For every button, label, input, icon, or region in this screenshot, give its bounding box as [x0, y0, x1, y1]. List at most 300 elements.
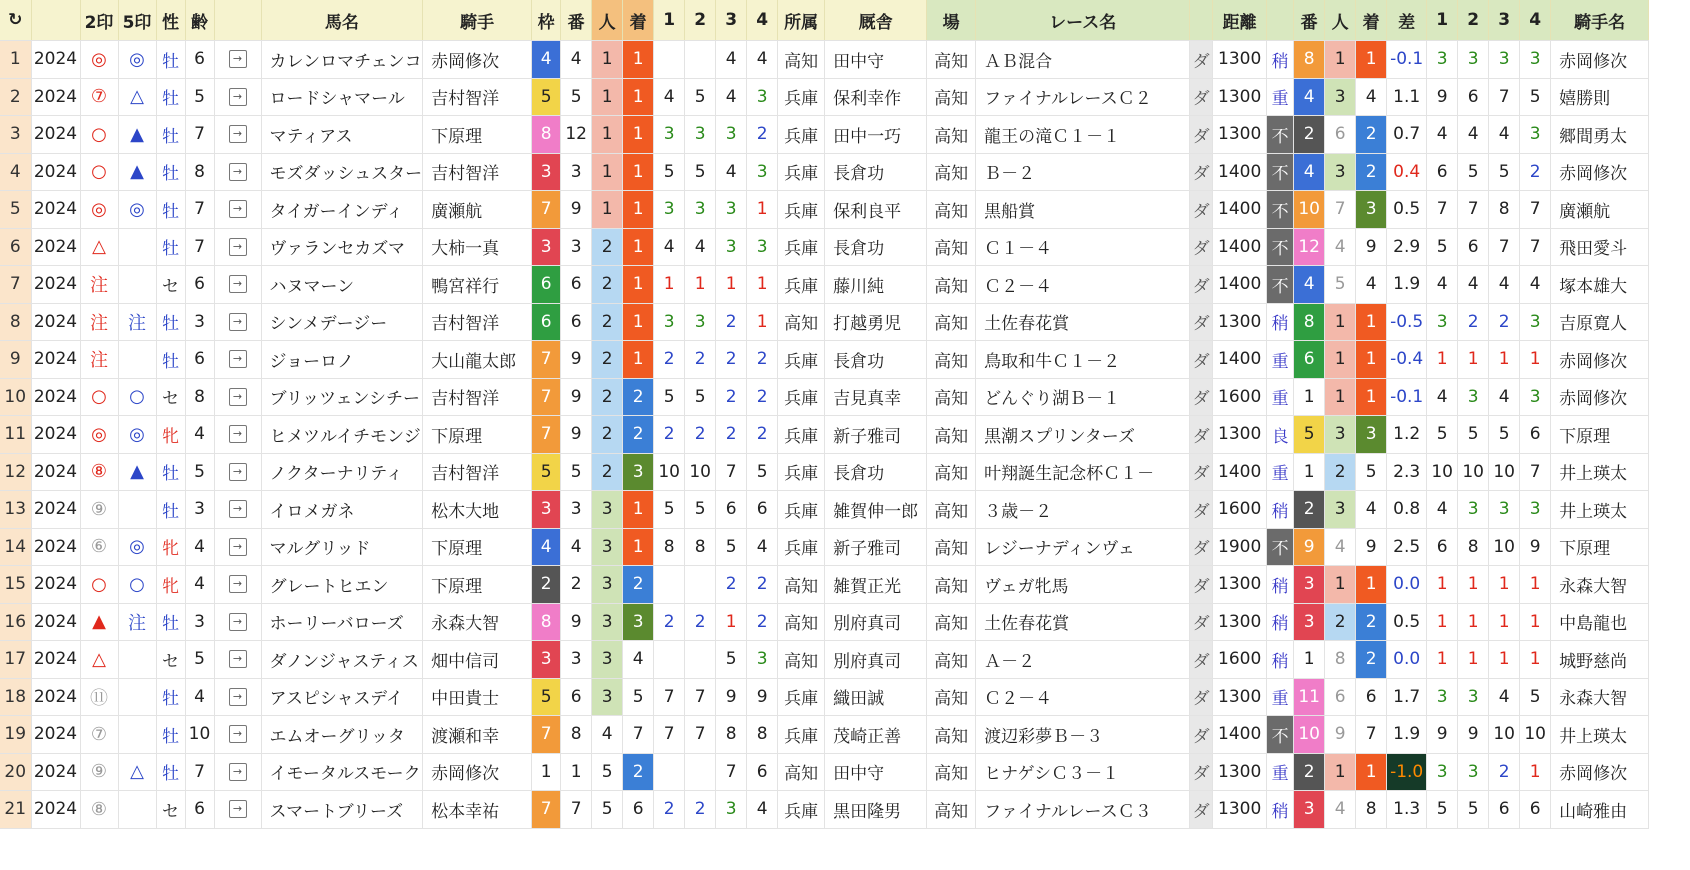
open-link-icon[interactable]: →: [229, 238, 247, 256]
col-horse[interactable]: 馬名: [261, 0, 423, 41]
corner2-cell: 2: [685, 791, 716, 829]
link-cell[interactable]: [214, 491, 261, 529]
ninki-cell: 2: [592, 303, 623, 341]
corner3-cell: 2: [716, 416, 747, 454]
open-link-icon[interactable]: →: [229, 763, 247, 781]
link-cell[interactable]: [214, 566, 261, 604]
col-p2[interactable]: 2: [1458, 0, 1489, 41]
place-cell: 高知: [927, 791, 976, 829]
table-row[interactable]: [0, 716, 1649, 754]
distance-cell: 1300: [1213, 116, 1267, 154]
open-link-icon[interactable]: →: [229, 538, 247, 556]
race-name-cell[interactable]: ファイナルレースＣ２: [976, 78, 1190, 116]
affiliation-cell: 兵庫: [778, 78, 825, 116]
open-link-icon[interactable]: →: [229, 50, 247, 68]
race-name-cell[interactable]: 黒潮スプリンターズ: [976, 416, 1190, 454]
place-cell: 高知: [927, 116, 976, 154]
col-dist[interactable]: 距離: [1213, 0, 1267, 41]
ban-cell: 3: [561, 153, 592, 191]
horse-name-cell[interactable]: マティアス: [261, 116, 423, 154]
refresh-icon[interactable]: ↻: [0, 0, 31, 41]
corner1-cell: 2: [654, 603, 685, 641]
corner3-cell: 2: [716, 341, 747, 379]
link-cell[interactable]: [214, 228, 261, 266]
affiliation-cell: 高知: [778, 303, 825, 341]
open-link-icon[interactable]: →: [229, 88, 247, 106]
table-row[interactable]: [0, 416, 1649, 454]
link-cell[interactable]: [214, 341, 261, 379]
corner1-cell: 2: [654, 791, 685, 829]
table-row[interactable]: [0, 791, 1649, 829]
col-c1[interactable]: 1: [654, 0, 685, 41]
past-ninki-cell: 3: [1325, 78, 1356, 116]
condition-cell: 重: [1267, 753, 1294, 791]
open-link-icon[interactable]: →: [229, 613, 247, 631]
pass3-cell: 3: [1489, 491, 1520, 529]
distance-cell: 1300: [1213, 566, 1267, 604]
col-race[interactable]: レース名: [976, 0, 1190, 41]
waku-cell: 7: [532, 416, 561, 454]
affiliation-cell: 兵庫: [778, 191, 825, 229]
horse-name-cell[interactable]: タイガーインディ: [261, 191, 423, 229]
trainer-cell: 藤川純: [825, 266, 927, 304]
past-jockey-cell: 永森大智: [1551, 678, 1649, 716]
row-number: 10: [0, 378, 31, 416]
col-chaku2[interactable]: 着: [1356, 0, 1387, 41]
jockey-cell[interactable]: 赤岡修次: [423, 41, 532, 79]
sex-cell: 牡: [156, 78, 185, 116]
ninki-cell: 4: [592, 716, 623, 754]
mark5-cell: ◎: [118, 191, 156, 229]
past-jockey-cell: 赤岡修次: [1551, 41, 1649, 79]
past-jockey-cell: 中島龍也: [1551, 603, 1649, 641]
table-row[interactable]: [0, 753, 1649, 791]
affiliation-cell: 高知: [778, 603, 825, 641]
col-mark5[interactable]: 5印: [118, 0, 156, 41]
past-ninki-cell: 2: [1325, 603, 1356, 641]
row-number: 3: [0, 116, 31, 154]
table-row[interactable]: [0, 641, 1649, 679]
place-cell: 高知: [927, 491, 976, 529]
surface-cell: ダ: [1190, 191, 1213, 229]
pass4-cell: 1: [1520, 603, 1551, 641]
ninki-cell: 3: [592, 491, 623, 529]
race-name-cell[interactable]: Ｃ１－４: [976, 228, 1190, 266]
place-cell: 高知: [927, 603, 976, 641]
col-ban2[interactable]: 番: [1294, 0, 1325, 41]
surface-cell: ダ: [1190, 41, 1213, 79]
table-row[interactable]: [0, 378, 1649, 416]
distance-cell: 1600: [1213, 378, 1267, 416]
horse-name-cell[interactable]: イロメガネ: [261, 491, 423, 529]
link-cell[interactable]: [214, 266, 261, 304]
open-link-icon[interactable]: →: [229, 125, 247, 143]
jockey-cell[interactable]: 渡瀬和幸: [423, 716, 532, 754]
age-cell: 7: [185, 753, 214, 791]
open-link-icon[interactable]: →: [229, 313, 247, 331]
col-trainer[interactable]: 厩舎: [825, 0, 927, 41]
link-cell[interactable]: [214, 153, 261, 191]
affiliation-cell: 高知: [778, 41, 825, 79]
corner1-cell: [654, 566, 685, 604]
sex-cell: 牡: [156, 303, 185, 341]
trainer-cell: 長倉功: [825, 153, 927, 191]
condition-cell: 重: [1267, 341, 1294, 379]
col-ban[interactable]: 番: [561, 0, 592, 41]
col-cond: [1267, 0, 1294, 41]
race-name-cell[interactable]: 土佐春花賞: [976, 603, 1190, 641]
race-name-cell[interactable]: Ａ－２: [976, 641, 1190, 679]
mark2-cell: ◎: [80, 191, 118, 229]
jockey-cell[interactable]: 松本幸祐: [423, 791, 532, 829]
open-link-icon[interactable]: →: [229, 275, 247, 293]
table-row[interactable]: [0, 191, 1649, 229]
distance-cell: 1300: [1213, 603, 1267, 641]
horse-name-cell[interactable]: シンメデージー: [261, 303, 423, 341]
horse-name-cell[interactable]: ダノンジャスティス: [261, 641, 423, 679]
col-mark2[interactable]: 2印: [80, 0, 118, 41]
col-p3[interactable]: 3: [1489, 0, 1520, 41]
jockey-cell[interactable]: 下原理: [423, 566, 532, 604]
link-cell[interactable]: [214, 641, 261, 679]
jockey-cell[interactable]: 下原理: [423, 416, 532, 454]
pass3-cell: 3: [1489, 41, 1520, 79]
corner4-cell: 3: [747, 153, 778, 191]
past-ban-cell: 4: [1294, 78, 1325, 116]
corner2-cell: 4: [685, 228, 716, 266]
corner4-cell: 2: [747, 416, 778, 454]
jockey-cell[interactable]: 吉村智洋: [423, 78, 532, 116]
ban-cell: 7: [561, 791, 592, 829]
distance-cell: 1300: [1213, 753, 1267, 791]
table-row[interactable]: [0, 303, 1649, 341]
ban-cell: 3: [561, 491, 592, 529]
row-number: 12: [0, 453, 31, 491]
mark5-cell: ◎: [118, 41, 156, 79]
year-cell: 2024: [31, 228, 80, 266]
table-row[interactable]: [0, 566, 1649, 604]
diff-cell: 0.5: [1387, 191, 1427, 229]
jockey-cell[interactable]: 下原理: [423, 528, 532, 566]
horse-name-cell[interactable]: マルグリッド: [261, 528, 423, 566]
year-cell: 2024: [31, 341, 80, 379]
ban-cell: 8: [561, 716, 592, 754]
link-cell[interactable]: [214, 78, 261, 116]
open-link-icon[interactable]: →: [229, 200, 247, 218]
sex-cell: 牡: [156, 603, 185, 641]
col-p4[interactable]: 4: [1520, 0, 1551, 41]
mark5-cell: △: [118, 78, 156, 116]
jockey-cell[interactable]: 大山龍太郎: [423, 341, 532, 379]
jockey-cell[interactable]: 赤岡修次: [423, 753, 532, 791]
diff-cell: 0.7: [1387, 116, 1427, 154]
pass1-cell: 1: [1427, 641, 1458, 679]
horse-name-cell[interactable]: イモータルスモーク: [261, 753, 423, 791]
horse-name-cell[interactable]: ロードシャマール: [261, 78, 423, 116]
race-name-cell[interactable]: Ｃ２－４: [976, 678, 1190, 716]
waku-cell: 6: [532, 303, 561, 341]
age-cell: 8: [185, 153, 214, 191]
corner3-cell: 2: [716, 566, 747, 604]
pass2-cell: 3: [1458, 491, 1489, 529]
chaku-cell: 1: [623, 303, 654, 341]
horse-name-cell[interactable]: ハヌマーン: [261, 266, 423, 304]
surface-cell: ダ: [1190, 641, 1213, 679]
past-jockey-cell: 井上瑛太: [1551, 491, 1649, 529]
jockey-cell[interactable]: 廣瀬航: [423, 191, 532, 229]
race-name-cell[interactable]: ＡＢ混合: [976, 41, 1190, 79]
affiliation-cell: 兵庫: [778, 716, 825, 754]
race-name-cell[interactable]: Ｃ２－４: [976, 266, 1190, 304]
corner2-cell: 5: [685, 153, 716, 191]
jockey-cell[interactable]: 中田貴士: [423, 678, 532, 716]
pass3-cell: 2: [1489, 303, 1520, 341]
affiliation-cell: 兵庫: [778, 453, 825, 491]
jockey-cell[interactable]: 大柿一真: [423, 228, 532, 266]
open-link-icon[interactable]: →: [229, 425, 247, 443]
table-row[interactable]: [0, 41, 1649, 79]
mark2-cell: ⑥: [80, 528, 118, 566]
place-cell: 高知: [927, 453, 976, 491]
past-ban-cell: 1: [1294, 378, 1325, 416]
open-link-icon[interactable]: →: [229, 163, 247, 181]
link-cell[interactable]: [214, 753, 261, 791]
race-name-cell[interactable]: Ｂ－２: [976, 153, 1190, 191]
race-name-cell[interactable]: レジーナディンヴェ: [976, 528, 1190, 566]
link-cell[interactable]: [214, 116, 261, 154]
place-cell: 高知: [927, 191, 976, 229]
mark5-cell: ▲: [118, 153, 156, 191]
condition-cell: 不: [1267, 228, 1294, 266]
trainer-cell: 新子雅司: [825, 416, 927, 454]
jockey-cell[interactable]: 吉村智洋: [423, 378, 532, 416]
diff-cell: -0.4: [1387, 341, 1427, 379]
col-age[interactable]: 齢: [185, 0, 214, 41]
table-row[interactable]: [0, 266, 1649, 304]
horse-name-cell[interactable]: ブリッツェンシチー: [261, 378, 423, 416]
past-jockey-cell: 嬉勝則: [1551, 78, 1649, 116]
col-c4[interactable]: 4: [747, 0, 778, 41]
col-c2[interactable]: 2: [685, 0, 716, 41]
condition-cell: 稍: [1267, 603, 1294, 641]
open-link-icon[interactable]: →: [229, 463, 247, 481]
mark5-cell: [118, 491, 156, 529]
ninki-cell: 2: [592, 266, 623, 304]
past-chaku-cell: 4: [1356, 266, 1387, 304]
race-name-cell[interactable]: 黒船賞: [976, 191, 1190, 229]
corner3-cell: 1: [716, 266, 747, 304]
jockey-cell[interactable]: 松木大地: [423, 491, 532, 529]
race-name-cell[interactable]: 龍王の滝Ｃ１－１: [976, 116, 1190, 154]
open-link-icon[interactable]: →: [229, 800, 247, 818]
trainer-cell: 田中守: [825, 41, 927, 79]
race-name-cell[interactable]: 渡辺彩夢Ｂ－３: [976, 716, 1190, 754]
horse-name-cell[interactable]: ヴァランセカズマ: [261, 228, 423, 266]
race-name-cell[interactable]: ３歳－２: [976, 491, 1190, 529]
mark2-cell: 注: [80, 341, 118, 379]
col-jockey[interactable]: 騎手: [423, 0, 532, 41]
sex-cell: 牡: [156, 753, 185, 791]
col-place[interactable]: 場: [927, 0, 976, 41]
link-cell[interactable]: [214, 791, 261, 829]
chaku-cell: 1: [623, 491, 654, 529]
pass4-cell: 3: [1520, 491, 1551, 529]
trainer-cell: 打越勇児: [825, 303, 927, 341]
open-link-icon[interactable]: →: [229, 350, 247, 368]
surface-cell: ダ: [1190, 453, 1213, 491]
table-row[interactable]: [0, 78, 1649, 116]
link-cell[interactable]: [214, 453, 261, 491]
place-cell: 高知: [927, 678, 976, 716]
open-link-icon[interactable]: →: [229, 650, 247, 668]
link-cell[interactable]: [214, 41, 261, 79]
corner4-cell: 4: [747, 41, 778, 79]
mark5-cell: ▲: [118, 453, 156, 491]
col-ninki2[interactable]: 人: [1325, 0, 1356, 41]
ninki-cell: 1: [592, 41, 623, 79]
horse-name-cell[interactable]: エムオーグリッタ: [261, 716, 423, 754]
table-row[interactable]: [0, 453, 1649, 491]
table-row[interactable]: [0, 116, 1649, 154]
horse-name-cell[interactable]: カレンロマチェンコ: [261, 41, 423, 79]
mark5-cell: ○: [118, 566, 156, 604]
link-cell[interactable]: [214, 191, 261, 229]
open-link-icon[interactable]: →: [229, 725, 247, 743]
diff-cell: 2.3: [1387, 453, 1427, 491]
col-waku[interactable]: 枠: [532, 0, 561, 41]
table-row[interactable]: [0, 341, 1649, 379]
waku-cell: 4: [532, 528, 561, 566]
past-jockey-cell: 下原理: [1551, 416, 1649, 454]
row-number: 20: [0, 753, 31, 791]
distance-cell: 1400: [1213, 191, 1267, 229]
corner2-cell: 2: [685, 416, 716, 454]
pass3-cell: 10: [1489, 528, 1520, 566]
col-p1[interactable]: 1: [1427, 0, 1458, 41]
link-cell[interactable]: [214, 528, 261, 566]
past-jockey-cell: 吉原寛人: [1551, 303, 1649, 341]
open-link-icon[interactable]: →: [229, 388, 247, 406]
past-ban-cell: 11: [1294, 678, 1325, 716]
past-ban-cell: 12: [1294, 228, 1325, 266]
col-jockey2[interactable]: 騎手名: [1551, 0, 1649, 41]
horse-name-cell[interactable]: ヒメツルイチモンジ: [261, 416, 423, 454]
condition-cell: 不: [1267, 116, 1294, 154]
pass1-cell: 3: [1427, 41, 1458, 79]
link-cell[interactable]: [214, 303, 261, 341]
jockey-cell[interactable]: 吉村智洋: [423, 303, 532, 341]
race-name-cell[interactable]: ファイナルレースＣ３: [976, 791, 1190, 829]
surface-cell: ダ: [1190, 266, 1213, 304]
corner2-cell: 5: [685, 491, 716, 529]
col-link: [214, 0, 261, 41]
link-cell[interactable]: [214, 378, 261, 416]
horse-name-cell[interactable]: ジョーロノ: [261, 341, 423, 379]
col-ninki[interactable]: 人: [592, 0, 623, 41]
place-cell: 高知: [927, 341, 976, 379]
table-row[interactable]: [0, 528, 1649, 566]
col-affil[interactable]: 所属: [778, 0, 825, 41]
race-name-cell[interactable]: 鳥取和牛Ｃ１－２: [976, 341, 1190, 379]
horse-name-cell[interactable]: ノクターナリティ: [261, 453, 423, 491]
race-name-cell[interactable]: どんぐり湖Ｂ－１: [976, 378, 1190, 416]
col-chaku[interactable]: 着: [623, 0, 654, 41]
open-link-icon[interactable]: →: [229, 688, 247, 706]
pass3-cell: 1: [1489, 641, 1520, 679]
corner1-cell: 7: [654, 678, 685, 716]
jockey-cell[interactable]: 吉村智洋: [423, 453, 532, 491]
jockey-cell[interactable]: 鴨宮祥行: [423, 266, 532, 304]
horse-name-cell[interactable]: スマートブリーズ: [261, 791, 423, 829]
race-name-cell[interactable]: 土佐春花賞: [976, 303, 1190, 341]
link-cell[interactable]: [214, 716, 261, 754]
diff-cell: -0.1: [1387, 41, 1427, 79]
pass2-cell: 7: [1458, 191, 1489, 229]
affiliation-cell: 兵庫: [778, 791, 825, 829]
table-row[interactable]: [0, 678, 1649, 716]
table-row[interactable]: [0, 603, 1649, 641]
horse-name-cell[interactable]: ホーリーバローズ: [261, 603, 423, 641]
jockey-cell[interactable]: 吉村智洋: [423, 153, 532, 191]
surface-cell: ダ: [1190, 78, 1213, 116]
chaku-cell: 2: [623, 416, 654, 454]
past-chaku-cell: 3: [1356, 191, 1387, 229]
horse-name-cell[interactable]: モズダッシュスター: [261, 153, 423, 191]
race-name-cell[interactable]: 叶翔誕生記念杯Ｃ１－: [976, 453, 1190, 491]
table-body: [0, 41, 1649, 829]
race-name-cell[interactable]: ヒナゲシＣ３－１: [976, 753, 1190, 791]
trainer-cell: 織田誠: [825, 678, 927, 716]
past-jockey-cell: 赤岡修次: [1551, 378, 1649, 416]
ban-cell: 3: [561, 228, 592, 266]
sex-cell: 牡: [156, 491, 185, 529]
table-row[interactable]: [0, 153, 1649, 191]
jockey-cell[interactable]: 下原理: [423, 116, 532, 154]
col-c3[interactable]: 3: [716, 0, 747, 41]
link-cell[interactable]: [214, 603, 261, 641]
affiliation-cell: 兵庫: [778, 153, 825, 191]
open-link-icon[interactable]: →: [229, 575, 247, 593]
surface-cell: ダ: [1190, 566, 1213, 604]
ninki-cell: 3: [592, 678, 623, 716]
trainer-cell: 田中守: [825, 753, 927, 791]
link-cell[interactable]: [214, 678, 261, 716]
horse-name-cell[interactable]: アスピシャスデイ: [261, 678, 423, 716]
col-diff[interactable]: 差: [1387, 0, 1427, 41]
affiliation-cell: 高知: [778, 566, 825, 604]
pass1-cell: 6: [1427, 153, 1458, 191]
open-link-icon[interactable]: →: [229, 500, 247, 518]
link-cell[interactable]: [214, 416, 261, 454]
table-row[interactable]: [0, 491, 1649, 529]
table-row[interactable]: [0, 228, 1649, 266]
pass1-cell: 4: [1427, 378, 1458, 416]
past-chaku-cell: 9: [1356, 528, 1387, 566]
jockey-cell[interactable]: 畑中信司: [423, 641, 532, 679]
jockey-cell[interactable]: 永森大智: [423, 603, 532, 641]
corner2-cell: [685, 566, 716, 604]
corner3-cell: 4: [716, 153, 747, 191]
place-cell: 高知: [927, 378, 976, 416]
past-jockey-cell: 井上瑛太: [1551, 453, 1649, 491]
diff-cell: 2.5: [1387, 528, 1427, 566]
col-sex[interactable]: 性: [156, 0, 185, 41]
horse-name-cell[interactable]: グレートヒエン: [261, 566, 423, 604]
surface-cell: ダ: [1190, 228, 1213, 266]
affiliation-cell: 兵庫: [778, 378, 825, 416]
corner3-cell: 3: [716, 791, 747, 829]
race-name-cell[interactable]: ヴェガ牝馬: [976, 566, 1190, 604]
